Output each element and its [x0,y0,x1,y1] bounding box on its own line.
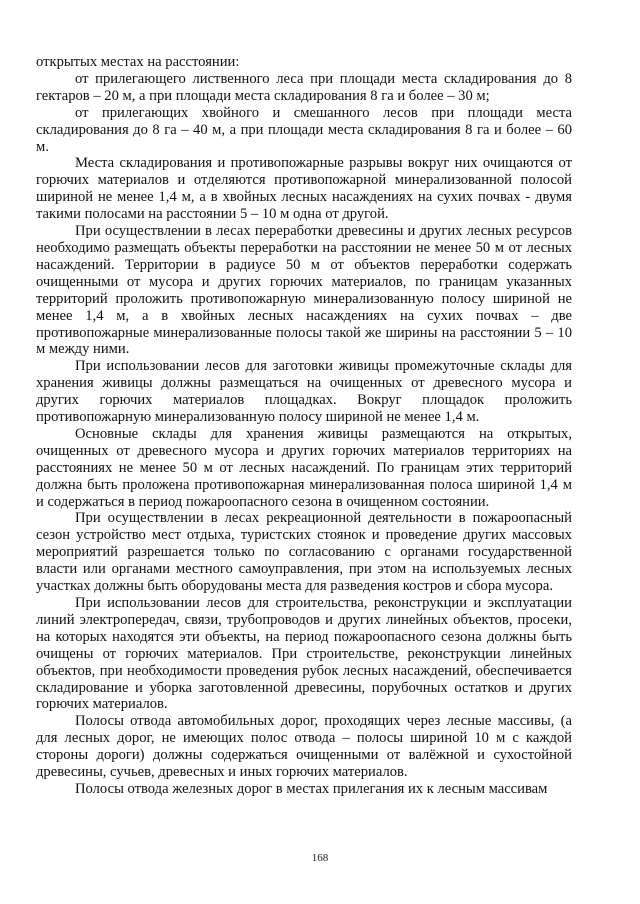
page-number: 168 [311,852,329,864]
paragraph-linear-objects: При использовании лесов для строительства, реконструкции и эксплуатации линий электропередач, связи, трубопроводов и других линейных объектов, просеки, на которых находятся эти объекты, на период пожароопасного сезона должны быть очищены от горючих материалов. При строительстве, реконструкции линейных объектов, при необходимости проведения рубок лесных насаждений, обеспечивается складирование и уборка заготовленной древесины, порубочных остатков и других горючих материалов. [36,595,572,713]
paragraph-storage-clearing: Места складирования и противопожарные разрывы вокруг них очищаются от горючих материалов и отделяются противопожарной минерализованной полосой шириной не менее 1,4 м, а в хвойных лесных насаждениях на сухих почвах - двумя такими полосами на расстоянии 5 – 10 м одна от другой. [36,155,572,223]
paragraph-recreation: При осуществлении в лесах рекреационной деятельности в пожароопасный сезон устройство мест отдыха, туристских стоянок и проведение других массовых мероприятий разрешается только по согласованию с органами государственной власти или органами местного самоуправления, при этом на используемых лесных участках должны быть оборудованы места для разведения костров и сбора мусора. [36,510,572,595]
paragraph-conifer-distance: от прилегающих хвойного и смешанного лесов при площади места складирования до 8 га – 40 м, а при площади места складирования 8 га и более – 60 м. [36,104,572,155]
paragraph-road-right-of-way: Полосы отвода автомобильных дорог, проходящих через лесные массивы, (а для лесных дорог, не имеющих полос отвода – полосы шириной 10 м с каждой стороны дороги) должны содержаться очищенными от валёжной и сухостойной древесины, сучьев, древесных и иных горючих материалов. [36,713,572,781]
paragraph-railway-right-of-way: Полосы отвода железных дорог в местах прилегания их к лесным массивам [75,780,548,797]
paragraph-resin-intermediate: При использовании лесов для заготовки живицы промежуточные склады для хранения живицы должны размещаться на очищенных от древесного мусора и других горючих материалов площадках. Вокруг площадок проложить противопожарную минерализованную полосу шириной не менее 1,4 м. [36,358,572,426]
paragraph-processing-facilities: При осуществлении в лесах переработки древесины и других лесных ресурсов необходимо размещать объекты переработки на расстоянии не менее 50 м от лесных насаждений. Территории в радиусе 50 м от объектов переработки содержать очищенными от мусора и других горючих материалов, по границам указанных территорий проложить противопожарную минерализованную полосу шириной не менее 1,4 м, а в хвойных лесных насаждениях на сухих почвах – две противопожарные минерализованные полосы такой же ширины на расстоянии 5 – 10 м между ними. [36,223,572,358]
paragraph-deciduous-distance: от прилегающего лиственного леса при площади места складирования до 8 гектаров – 20 м, а при площади места складирования 8 га и более – 30 м; [36,70,572,104]
document-body [36,54,572,798]
paragraph-resin-main-storage: Основные склады для хранения живицы размещаются на открытых, очищенных от древесного мусора и других горючих материалов территориях на расстояниях не менее 50 м от лесных насаждений. По границам этих территорий должна быть проложена противопожарная минерализованная полоса шириной 1,4 м и содержаться в период пожароопасного сезона в очищенном состоянии. [36,425,572,510]
paragraph-continuation: открытых местах на расстоянии: [36,54,240,70]
